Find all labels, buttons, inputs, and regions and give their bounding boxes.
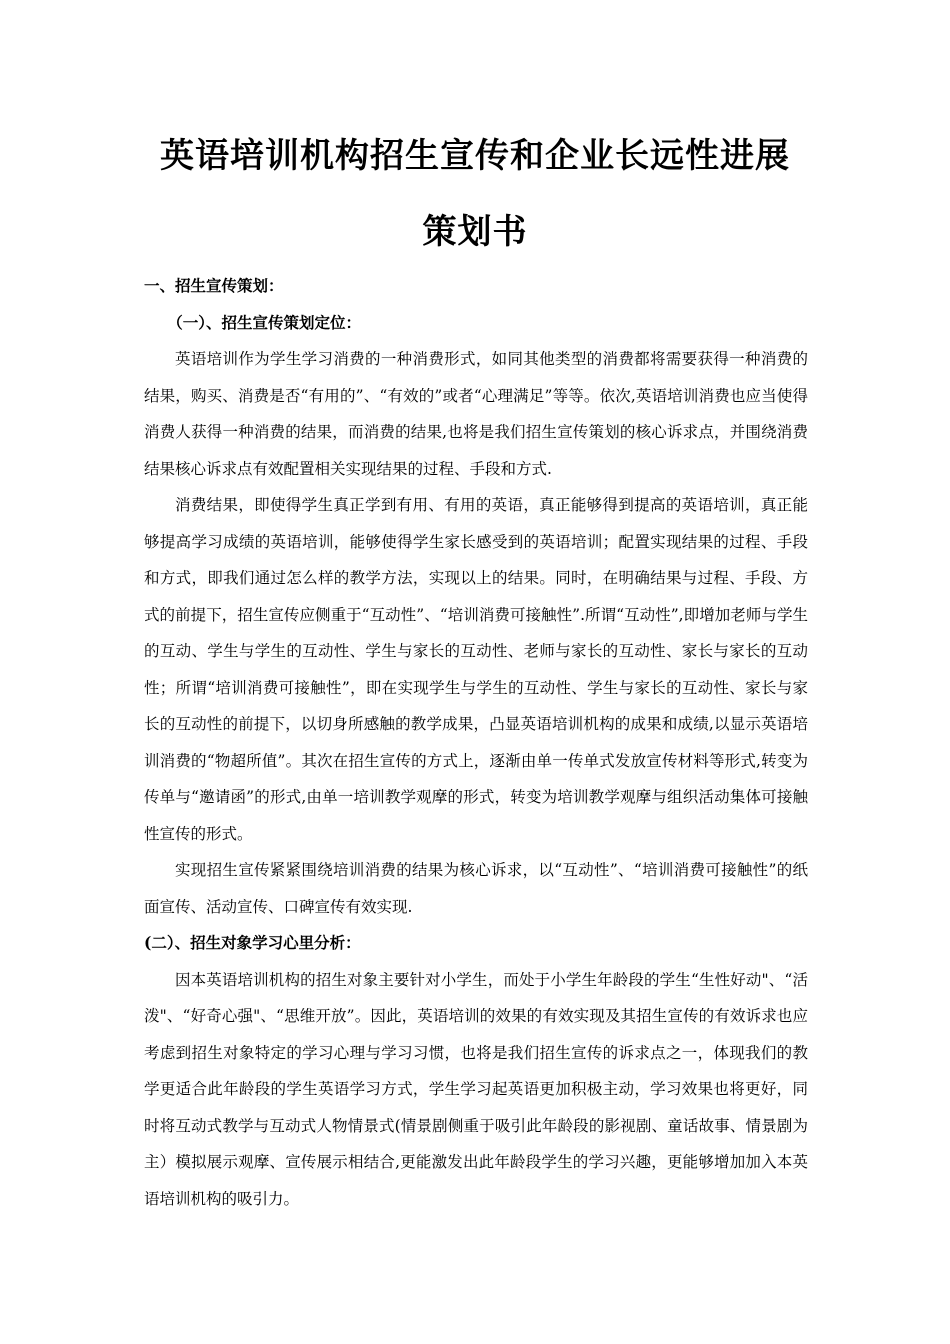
document-title-line-1: 英语培训机构招生宣传和企业长远性进展: [160, 136, 790, 176]
paragraph-4: 因本英语培训机构的招生对象主要针对小学生，而处于小学生年龄段的学生“生性好动"、“活泼"、“好奇心强"、“思维开放”。因此，英语培训的效果的有效实现及其招生宣传的有效诉求也应考虑到招生对象特定的学习心理与学习习惯，也将是我们招生宣传的诉求点之一，体现我们的教学更适合此年龄段的学生英语学习方式，学生学习起英语更加积极主动，学习效果也将更好，同时将互动式教学与互动式人物情景式(情景剧侧重于吸引此年龄段的影视剧、童话故事、情景剧为主）模拟展示观摩、宣传展示相结合,更能激发出此年龄段学生的学习兴趣，更能够增加加入本英语培训机构的吸引力。: [144, 970, 808, 1208]
paragraph-3: 实现招生宣传紧紧围绕培训消费的结果为核心诉求，以“互动性”、“培训消费可接触性”的纸面宣传、活动宣传、口碑宣传有效实现.: [144, 861, 808, 916]
subsection-heading-1: （一）、招生宣传策划定位：: [167, 312, 362, 332]
section-heading-1: 一、招生宣传策划：: [144, 276, 284, 295]
paragraph-2: 消费结果，即使得学生真正学到有用、有用的英语，真正能够得到提高的英语培训，真正能够提高学习成绩的英语培训，能够使得学生家长感受到的英语培训；配置实现结果的过程、手段和方式，即我们通过怎么样的教学方法，实现以上的结果。同时，在明确结果与过程、手段、方式的前提下，招生宣传应侧重于“互动性”、“培训消费可接触性”.所谓“互动性”,即增加老师与学生的互动、学生与学生的互动性、学生与家长的互动性、老师与家长的互动性、家长与家长的互动性；所谓“培训消费可接触性”，即在实现学生与学生的互动性、学生与家长的互动性、家长与家长的互动性的前提下，以切身所感触的教学成果，凸显英语培训机构的成果和成绩,以显示英语培训消费的“物超所值”。其次在招生宣传的方式上，逐渐由单一传单式发放宣传材料等形式,转变为传单与“邀请函”的形式,由单一培训教学观摩的形式，转变为培训教学观摩与组织活动集体可接触性宣传的形式。: [144, 496, 808, 843]
paragraph-1: 英语培训作为学生学习消费的一种消费形式，如同其他类型的消费都将需要获得一种消费的结果，购买、消费是否“有用的”、“有效的”或者“心理满足”等等。依次,英语培训消费也应当使得消费人获得一种消费的结果，而消费的结果,也将是我们招生宣传策划的核心诉求点，并围绕消费结果核心诉求点有效配置相关实现结果的过程、手段和方式.: [144, 350, 808, 478]
document-body: [144, 268, 808, 1217]
subsection-heading-2: (二）、招生对象学习心里分析：: [144, 933, 361, 952]
document-title-line-2: 策划书: [422, 212, 528, 252]
